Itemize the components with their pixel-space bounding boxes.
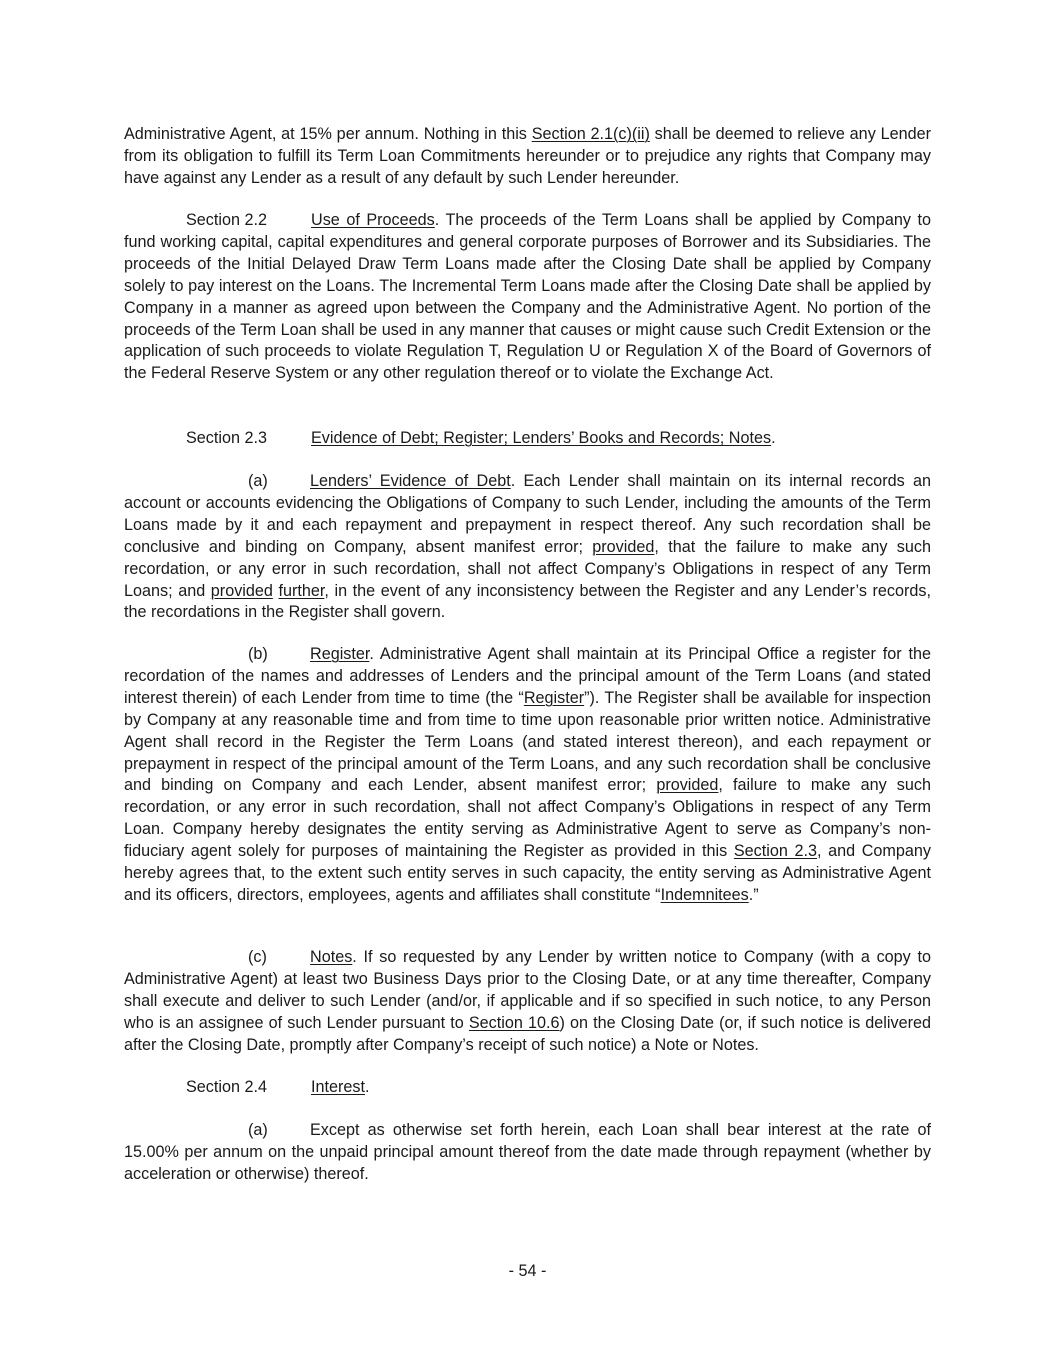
clause-heading: Notes	[310, 948, 353, 966]
section-label: Section 2.4	[186, 1078, 267, 1096]
section-2-4-heading: Section 2.4 Interest.	[124, 1077, 931, 1099]
section-heading: Interest	[311, 1078, 365, 1096]
clause-b-register: (b) Register. Administrative Agent shall maintain at its Principal Office a register for the recordation of the names and addresses of Lenders and the principal amount of the Term Loans (and stated interest therein) of each Lender from time to time (the “Register”). The Register shall be available for inspection by Company at any reasonable time and from time to time upon reasonable prior written notice. Administrative Agent shall record in the Register the Term Loans (and stated interest thereon), and each repayment or prepayment in respect of the principal amount of the Term Loans, and any such recordation shall be conclusive and binding on Company and each Lender, absent manifest error; provided, failure to make any such recordation, or any error in such recordation, shall not affect Company’s Obligations in respect of any Term Loan. Company hereby designates the entity serving as Administrative Agent to serve as Company’s non-fiduciary agent solely for purposes of maintaining the Register as provided in this Section 2.3, and Company hereby agrees that, to the extent such entity serves in such capacity, the entity serving as Administrative Agent and its officers, directors, employees, agents and affiliates shall constitute “Indemnitees.”	[124, 645, 932, 904]
section-2-3-heading: Section 2.3 Evidence of Debt; Register; Lenders’ Books and Records; Notes.	[124, 428, 931, 450]
clause-a-interest-rate: (a) Except as otherwise set forth herein, each Loan shall bear interest at the rate of 15.00% per annum on the unpaid principal amount thereof from the date made through repayment (whether by acceleration or otherwise) thereof.	[124, 1121, 931, 1183]
clause-label: (c)	[248, 948, 267, 966]
section-heading: Use of Proceeds	[311, 211, 435, 229]
page-number: - 54 -	[508, 1262, 547, 1280]
paragraph-continuation: Administrative Agent, at 15% per annum. Nothing in this Section 2.1(c)(ii) shall be deemed to relieve any Lender from its obligation to fulfill its Term Loan Commitments hereunder or to prejudice any rights that Company may have against any Lender as a result of any default by such Lender hereunder.	[124, 125, 931, 187]
clause-label: (a)	[248, 1121, 268, 1139]
section-2-2-paragraph: Section 2.2 Use of Proceeds. The proceeds of the Term Loans shall be applied by Company to fund working capital, capital expenditures and general corporate purposes of Borrower and its Subsidiaries. The proceeds of the Initial Delayed Draw Term Loans made after the Closing Date shall be applied by Company solely to pay interest on the Loans. The Incremental Term Loans made after the Closing Date shall be applied by Company in a manner as agreed upon between the Company and the Administrative Agent. No portion of the proceeds of the Term Loan shall be used in any manner that causes or might cause such Credit Extension or the application of such proceeds to violate Regulation T, Regulation U or Regulation X of the Board of Governors of the Federal Reserve System or any other regulation thereof or to violate the Exchange Act.	[124, 211, 932, 383]
clause-label: (b)	[248, 645, 268, 663]
clause-a-evidence-of-debt: (a) Lenders’ Evidence of Debt. Each Lender shall maintain on its internal records an account or accounts evidencing the Obligations of Company to such Lender, including the amounts of the Term Loans made by it and each repayment and prepayment in respect thereof. Any such recordation shall be conclusive and binding on Company, absent manifest error; provided, that the failure to make any such recordation, or any error in such recordation, shall not affect Company’s Obligations in respect of any Term Loans; and provided further, in the event of any inconsistency between the Register and any Lender’s records, the recordations in the Register shall govern.	[124, 472, 931, 622]
clause-heading: Lenders’ Evidence of Debt	[310, 472, 511, 490]
section-label: Section 2.2	[186, 211, 267, 229]
clause-label: (a)	[248, 472, 268, 490]
section-reference-link: Section 2.1(c)(ii)	[531, 125, 650, 143]
clause-heading: Register	[310, 645, 370, 663]
section-heading: Evidence of Debt; Register; Lenders’ Books and Records; Notes	[311, 429, 772, 447]
section-label: Section 2.3	[186, 429, 267, 447]
clause-c-notes: (c) Notes. If so requested by any Lender by written notice to Company (with a copy to Administrative Agent) at least two Business Days prior to the Closing Date, or at any time thereafter, Company shall execute and deliver to such Lender (and/or, if applicable and if so specified in such notice, to any Person who is an assignee of such Lender pursuant to Section 10.6) on the Closing Date (or, if such notice is delivered after the Closing Date, promptly after Company’s receipt of such notice) a Note or Notes.	[124, 948, 931, 1054]
